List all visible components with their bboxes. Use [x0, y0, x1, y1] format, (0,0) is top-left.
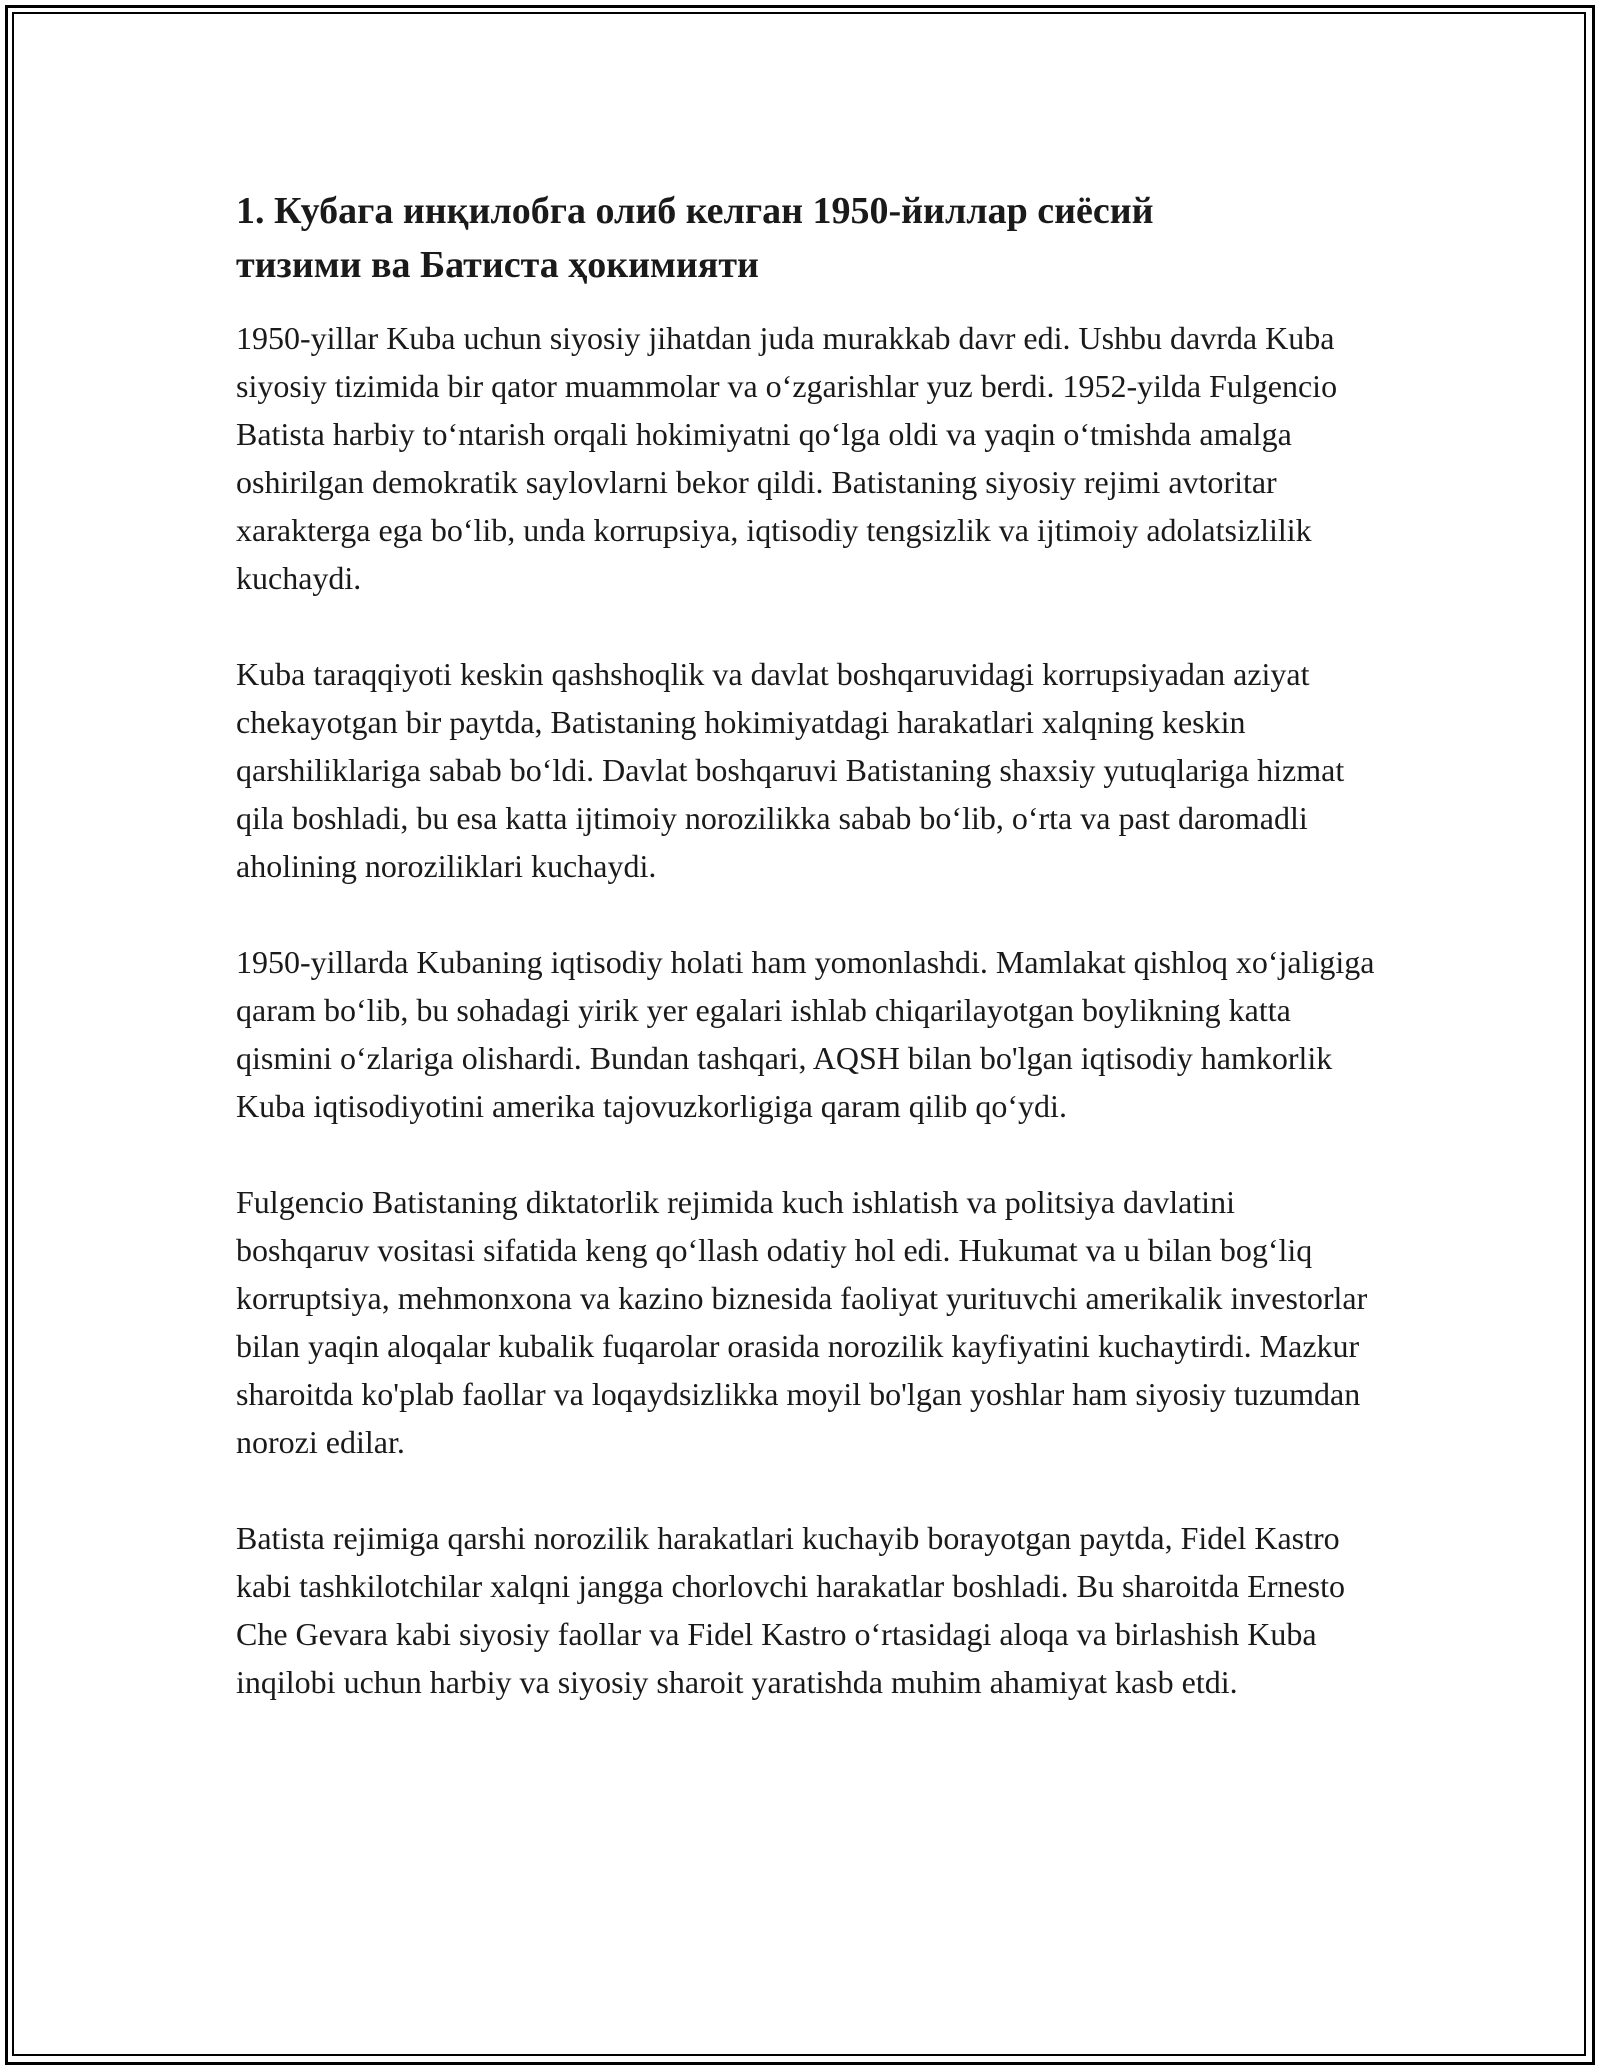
paragraph-4: Fulgencio Batistaning diktatorlik rejimida kuch ishlatish va politsiya davlatini boshqaruv vositasi sifatida keng qo‘llash odatiy hol edi. Hukumat va u bilan bog‘liq korruptsiya, mehmonxona va kazino biznesida faoliyat yurituvchi amerikalik investorlar bilan yaqin aloqalar kubalik fuqarolar orasida norozilik kayfiyatini kuchaytirdi. Mazkur sharoitda ko'plab faollar va loqaydsizlikka moyil bo'lgan yoshlar ham siyosiy tuzumdan norozi edilar. — [236, 1184, 1368, 1460]
paragraph-3: 1950-yillarda Kubaning iqtisodiy holati ham yomonlashdi. Mamlakat qishloq xo‘jaligiga qaram bo‘lib, bu sohadagi yirik yer egalari ishlab chiqarilayotgan boylikning katta qismini o‘zlariga olishardi. Bundan tashqari, AQSH bilan bo'lgan iqtisodiy hamkorlik Kuba iqtisodiyotini amerika tajovuzkorligiga qaram qilib qo‘ydi. — [236, 944, 1375, 1124]
paragraph-1: 1950-yillar Kuba uchun siyosiy jihatdan juda murakkab davr edi. Ushbu davrda Kuba siyosiy tizimida bir qator muammolar va o‘zgarishlar yuz berdi. 1952-yilda Fulgencio Batista harbiy to‘ntarish orqali hokimiyatni qo‘lga oldi va yaqin o‘tmishda amalga oshirilgan demokratik saylovlarni bekor qildi. Batistaning siyosiy rejimi avtoritar xarakterga ega bo‘lib, unda korrupsiya, iqtisodiy tengsizlik va ijtimoiy adolatsizlilik kuchaydi. — [236, 320, 1338, 596]
paragraph-2: Kuba taraqqiyoti keskin qashshoqlik va davlat boshqaruvidagi korrupsiyadan aziyat chekayotgan bir paytda, Batistaning hokimiyatdagi harakatlari xalqning keskin qarshiliklariga sabab bo‘ldi. Davlat boshqaruvi Batistaning shaxsiy yutuqlariga hizmat qila boshladi, bu esa katta ijtimoiy norozilikka sabab bo‘lib, o‘rta va past daromadli aholining noroziliklari kuchaydi. — [236, 656, 1345, 884]
paragraph-5: Batista rejimiga qarshi norozilik harakatlari kuchayib borayotgan paytda, Fidel Kastro kabi tashkilotchilar xalqni jangga chorlovchi harakatlar boshladi. Bu sharoitda Ernesto Che Gevara kabi siyosiy faollar va Fidel Kastro o‘rtasidagi aloqa va birlashish Kuba inqilobi uchun harbiy va siyosiy sharoit yaratishda muhim ahamiyat kasb etdi. — [236, 1520, 1346, 1700]
document-body — [236, 184, 1376, 1754]
section-heading: 1. Кубага инқилобга олиб келган 1950-йиллар сиёсий тизими ва Батиста ҳокимияти — [236, 190, 1154, 286]
